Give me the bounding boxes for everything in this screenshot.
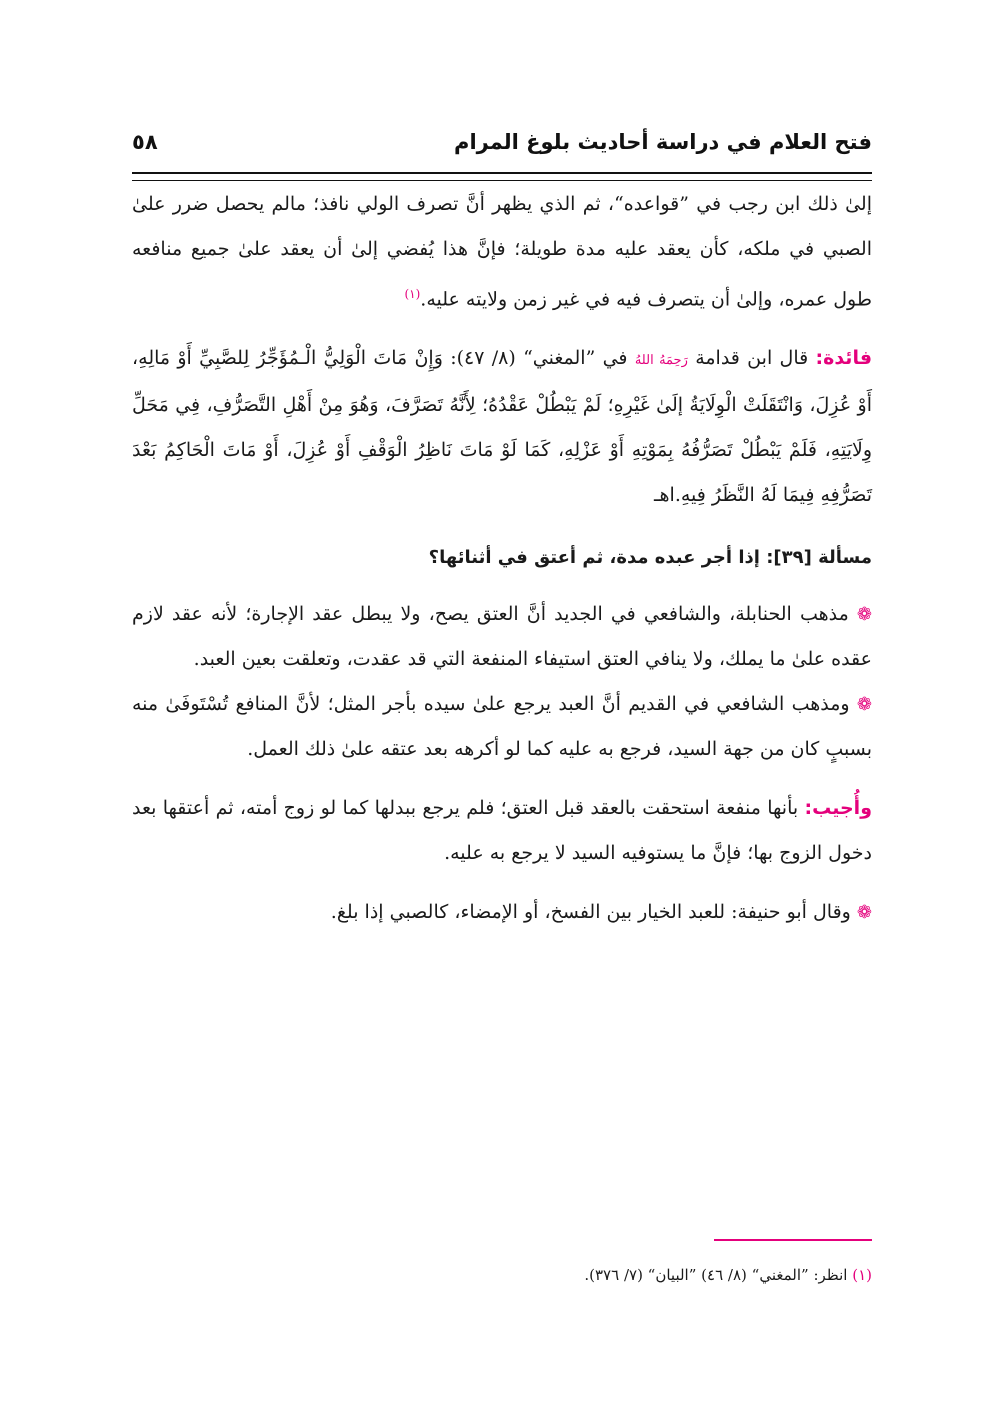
honorific-glyph: رَحِمَهُ اللهُ — [634, 353, 688, 369]
bullet-paragraph-1: ❁ مذهب الحنابلة، والشافعي في الجديد أنَّ العتق يصح، ولا يبطل عقد الإجارة؛ لأنه عقد لازم عقده علىٰ ما يملك، ولا ينافي العتق استيفاء المنفعة التي قد عقدت، وتعلقت بعين العبد. — [132, 603, 872, 671]
paragraph-intro: إلىٰ ذلك ابن رجب في ”قواعده“، ثم الذي يظهر أنَّ تصرف الولي نافذ؛ مالم يحصل ضرر علىٰ الصبي في ملكه، كأن يعقد عليه مدة طويلة؛ فإنَّ هذا يُفضي إلىٰ أن يعقد علىٰ جميع منافعه طول عمره، وإلىٰ أن يتصرف فيه في غير زمن ولايته عليه.$^{(١)}$ — [132, 193, 872, 311]
footnote — [132, 1262, 872, 1288]
footnote-text: انظر: ”المغني“ (٨/ ٤٦) ”البيان“ (٧/ ٣٧٦). — [584, 1266, 848, 1284]
flower-bullet-icon: ❁ — [856, 604, 872, 626]
running-header — [132, 126, 872, 168]
reply-label: وأُجيب: — [804, 797, 872, 820]
footnote-ref[interactable]: (١) — [404, 287, 421, 301]
header-rule — [132, 172, 872, 181]
question-heading: مسألة [٣٩]: إذا أجر عبده مدة، ثم أعتق في أثنائها؟ — [428, 547, 872, 569]
bullet-paragraph-2: ❁ ومذهب الشافعي في القديم أنَّ العبد يرجع علىٰ سيده بأجر المثل؛ لأنَّ المنافع تُسْتَوفَىٰ منه بسببٍ كان من جهة السيد، فرجع به عليه كما لو أكرهه بعد عتقه علىٰ ذلك العمل. — [132, 693, 872, 761]
footnote-marker: (١) — [852, 1266, 872, 1284]
question-number: مسألة [٣٩]: — [766, 547, 872, 569]
flower-bullet-icon: ❁ — [856, 694, 872, 716]
bullet-paragraph-3: ❁ وقال أبو حنيفة: للعبد الخيار بين الفسخ، أو الإمضاء، كالصبي إذا بلغ. — [330, 901, 872, 924]
book-title: فتح العلام في دراسة أحاديث بلوغ المرام — [454, 130, 872, 154]
paragraph-faida: فائدة: قال ابن قدامة رَحِمَهُ اللهُ في ”المغني“ (٨/ ٤٧): وَإِنْ مَاتَ الْوَلِيُّ الْـمُؤَجِّرُ لِلصَّبِيِّ أَوْ مَالِهِ، أَوْ عُزِلَ، وَانْتَقَلَتْ الْوِلَايَةُ إلَىٰ غَيْرِهِ؛ لَمْ يَبْطُلْ عَقْدُهُ؛ لِأَنَّهُ تَصَرَّفَ، وَهُوَ مِنْ أَهْلِ التَّصَرُّفِ، فِي مَحَلِّ وِلَايَتِهِ، فَلَمْ يَبْطُلْ تَصَرُّفُهُ بِمَوْتِهِ أَوْ عَزْلِهِ، كَمَا لَوْ مَاتَ نَاظِرُ الْوَقْفِ أَوْ عُزِلَ، أَوْ مَاتَ الْحَاكِمُ بَعْدَ تَصَرُّفِهِ فِيمَا لَهُ النَّظَرُ فِيهِ.اهـ — [132, 347, 873, 507]
faida-label: فائدة: — [815, 347, 873, 370]
reply-paragraph: وأُجيب: بأنها منفعة استحقت بالعقد قبل العتق؛ فلم يرجع ببدلها كما لو زوج أمته، ثم أعتقها بعد دخول الزوج بها؛ فإنَّ ما يستوفيه السيد لا يرجع به عليه. — [132, 797, 872, 865]
page-number: ٥٨ — [132, 130, 158, 154]
page-body — [132, 182, 872, 935]
flower-bullet-icon: ❁ — [856, 902, 872, 924]
footnote-separator — [714, 1239, 872, 1241]
